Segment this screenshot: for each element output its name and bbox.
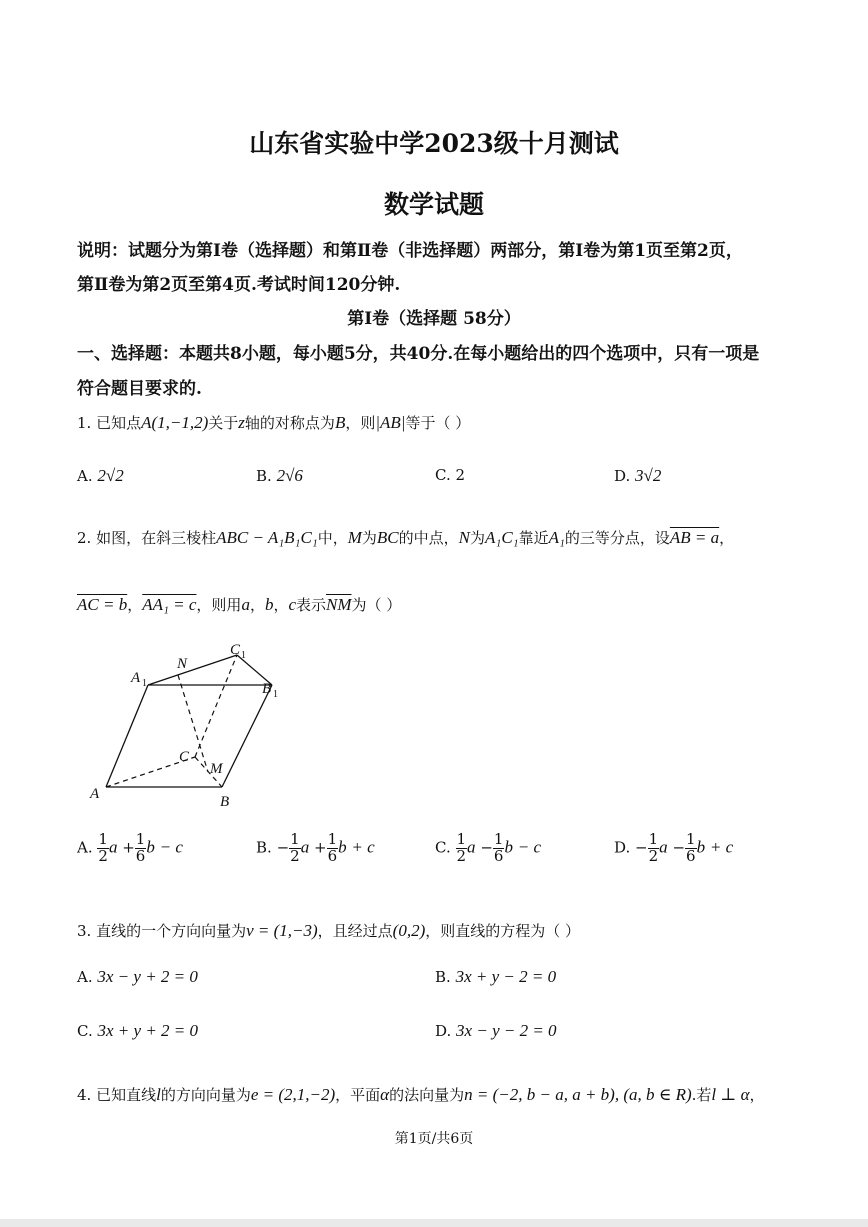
denominator: 6: [135, 846, 146, 865]
option-value: 3x − y + 2 = 0: [97, 967, 198, 986]
q4-text: .若: [691, 1086, 712, 1104]
q4-condition: l ⊥ α: [711, 1085, 750, 1104]
label-c1: C: [230, 642, 241, 658]
q1-option-c[interactable]: [435, 466, 465, 484]
option-label: C.: [435, 466, 451, 484]
label-b: B: [220, 794, 230, 810]
q1-distance: |AB|: [375, 413, 406, 432]
vector-a: a: [108, 837, 118, 857]
denominator: 2: [648, 846, 659, 865]
instructions-line-2: 第Ⅱ卷为第2页至第4页.考试时间120分钟.: [77, 275, 401, 295]
label-a: A: [90, 786, 100, 802]
option-value: 3x − y − 2 = 0: [456, 1021, 557, 1040]
option-label: C.: [435, 838, 451, 857]
q1-text: 关于: [208, 414, 239, 432]
option-sign: −: [635, 838, 648, 857]
q2-prism: ABC − A₁B₁C₁: [216, 528, 318, 547]
option-label: B.: [435, 968, 451, 986]
option-value: 2√2: [97, 466, 124, 485]
fraction: [648, 832, 660, 865]
q2-text: 为: [470, 529, 486, 547]
q2-text: 中，: [317, 529, 348, 547]
operator: +: [122, 838, 135, 857]
q2-text: 的三等分点，设: [564, 529, 670, 547]
q4-normal-vector: n = (−2, b − a, a + b), (a, b ∈ R): [464, 1085, 692, 1104]
numerator: 1: [290, 830, 300, 848]
denominator: 2: [290, 846, 300, 865]
fraction: [135, 832, 147, 865]
option-label: D.: [614, 838, 631, 857]
q3-text: 3. 直线的一个方向向量为: [77, 922, 247, 940]
q1-text: ，则: [345, 414, 376, 432]
q2-vector-b: b: [264, 595, 274, 614]
page-footer: 第1页/共6页: [394, 1131, 474, 1147]
q3-option-c[interactable]: [77, 1021, 198, 1041]
numerator: 1: [98, 830, 108, 848]
vector-c-term: − c: [159, 837, 183, 857]
edge-cc1-hidden: [195, 655, 237, 757]
exam-title: 山东省实验中学2023级十月测试: [249, 129, 619, 158]
option-value: 3√2: [635, 466, 662, 485]
q3-point: (0,2): [392, 921, 426, 940]
fraction: [97, 832, 109, 865]
prism-figure: [85, 635, 295, 815]
q2-text: ，则用: [196, 596, 242, 614]
edge-aa1: [106, 685, 148, 787]
option-label: B.: [256, 838, 272, 857]
exam-subtitle: 数学试题: [383, 190, 484, 219]
denominator: 6: [493, 846, 504, 865]
q2-a1: A₁: [548, 528, 565, 547]
numerator: 1: [648, 830, 659, 848]
option-label: D.: [435, 1022, 452, 1040]
q2-option-d[interactable]: [614, 832, 733, 865]
denominator: 2: [456, 846, 467, 865]
q2-vector-c: c: [288, 595, 297, 614]
question-1-stem: [77, 412, 470, 433]
fraction: [289, 832, 301, 865]
option-value: 3x + y + 2 = 0: [97, 1021, 199, 1040]
q1-point-b: B: [334, 413, 346, 432]
option-label: C.: [77, 1022, 93, 1040]
option-value: 2√6: [276, 466, 303, 485]
q2-text: 为: [361, 529, 377, 547]
question-2-stem-line-2: [77, 594, 401, 615]
fraction: [685, 832, 697, 865]
option-label: B.: [256, 467, 272, 485]
q2-option-a[interactable]: [77, 832, 183, 865]
part1-heading: 第Ⅰ卷（选择题 58分）: [347, 309, 521, 329]
instructions-line-1: 说明：试题分为第Ⅰ卷（选择题）和第Ⅱ卷（非选择题）两部分，第Ⅰ卷为第1页至第2页，: [77, 241, 743, 261]
q2-option-b[interactable]: [256, 832, 375, 865]
q3-text: ，则直线的方程为（ ）: [425, 922, 581, 940]
q2-text: 2. 如图，在斜三棱柱: [77, 529, 217, 547]
q2-text: ，: [719, 529, 735, 547]
vector-b: b: [146, 837, 155, 857]
numerator: 1: [686, 830, 696, 848]
option-label: A.: [77, 968, 93, 986]
label-n: N: [177, 656, 188, 672]
q4-text: ，: [749, 1086, 765, 1104]
operator: +: [313, 838, 327, 857]
operator: −: [480, 838, 493, 857]
page-bottom-bar: [0, 1219, 868, 1227]
q2-n: N: [458, 528, 471, 547]
q2-text: 为（ ）: [351, 596, 402, 614]
option-label: D.: [614, 467, 631, 485]
q4-text: ，平面: [335, 1086, 381, 1104]
numerator: 1: [135, 830, 146, 848]
question-2-stem-line-1: [77, 527, 734, 548]
q1-text: 等于（ ）: [405, 414, 471, 432]
q2-vector-ac: AC = b: [77, 595, 128, 614]
label-b1: B: [262, 681, 272, 697]
q2-bc: BC: [376, 528, 399, 547]
label-c: C: [179, 749, 190, 765]
edge-a1c1: [148, 655, 237, 685]
fraction: [493, 832, 505, 865]
q2-text: ，: [249, 596, 265, 614]
label-m: M: [210, 761, 223, 777]
vector-c-term: − c: [517, 837, 542, 857]
q2-text: 靠近: [518, 529, 549, 547]
q2-vector-aa1: AA₁ = c: [142, 595, 197, 614]
q2-vector-a: a: [241, 595, 250, 614]
q1-option-a[interactable]: [77, 466, 124, 486]
q1-option-d[interactable]: [614, 466, 661, 486]
numerator: 1: [327, 830, 338, 848]
vector-a: a: [300, 837, 310, 857]
vector-a: a: [467, 837, 476, 857]
option-value: 3x + y − 2 = 0: [455, 967, 557, 986]
q2-text: ，: [273, 596, 289, 614]
fraction: [456, 832, 468, 865]
vector-b: b: [338, 837, 347, 857]
q1-option-b[interactable]: [256, 466, 303, 486]
q2-text: 的中点，: [398, 529, 459, 547]
q4-plane: α: [380, 1085, 390, 1104]
option-sign: −: [276, 838, 290, 857]
q2-text: ，: [127, 596, 143, 614]
q1-point-a: A(1,−1,2): [141, 413, 209, 432]
vector-a: a: [659, 837, 668, 857]
label-b1-sub: 1: [273, 689, 278, 700]
section-instructions-line-2: 符合题目要求的.: [77, 379, 202, 399]
q4-line: l: [156, 1085, 161, 1104]
label-a1: A: [131, 670, 141, 686]
vector-c-term: + c: [351, 837, 375, 857]
q2-option-c[interactable]: [435, 832, 541, 865]
q3-text: ，且经过点: [317, 922, 393, 940]
q4-text: 的法向量为: [389, 1086, 465, 1104]
q4-text: 的方向向量为: [160, 1086, 251, 1104]
q2-vector-nm: $\overline{NM}$: [326, 595, 352, 614]
q2-a1c1: A₁C₁: [485, 528, 519, 547]
label-a1-sub: 1: [142, 678, 147, 689]
q2-m: M: [347, 528, 362, 547]
edge-bb1: [222, 685, 272, 787]
q3-option-a[interactable]: [77, 967, 198, 987]
section-instructions-line-1: 一、选择题：本题共8小题，每小题5分，共40分.在每小题给出的四个选项中，只有一项是: [77, 344, 760, 364]
denominator: 2: [98, 846, 108, 865]
denominator: 6: [327, 846, 338, 865]
q2-vector-ab: AB = a: [669, 528, 720, 547]
numerator: 1: [456, 830, 467, 848]
q1-text: 1. 已知点: [77, 414, 142, 432]
q3-option-d[interactable]: [435, 1021, 557, 1041]
q1-text: 轴的对称点为: [244, 414, 335, 432]
q4-direction-vector: e = (2,1,−2): [250, 1085, 336, 1104]
q1-axis: z: [238, 413, 245, 432]
question-4-stem: [77, 1084, 765, 1105]
vector-b: b: [696, 837, 706, 857]
vector-c-term: + c: [709, 837, 734, 857]
q3-option-b[interactable]: [435, 967, 556, 987]
fraction: [327, 832, 339, 865]
q4-text: 4. 已知直线: [77, 1086, 157, 1104]
option-label: A.: [77, 467, 93, 485]
question-3-stem: [77, 920, 580, 941]
vector-b: b: [504, 837, 513, 857]
numerator: 1: [493, 830, 504, 848]
option-value: 2: [455, 466, 466, 484]
option-label: A.: [77, 838, 93, 857]
denominator: 6: [686, 846, 696, 865]
label-c1-sub: 1: [241, 650, 246, 661]
q3-direction-vector: v = (1,−3): [246, 921, 318, 940]
q2-text: 表示: [296, 596, 327, 614]
operator: −: [672, 838, 686, 857]
